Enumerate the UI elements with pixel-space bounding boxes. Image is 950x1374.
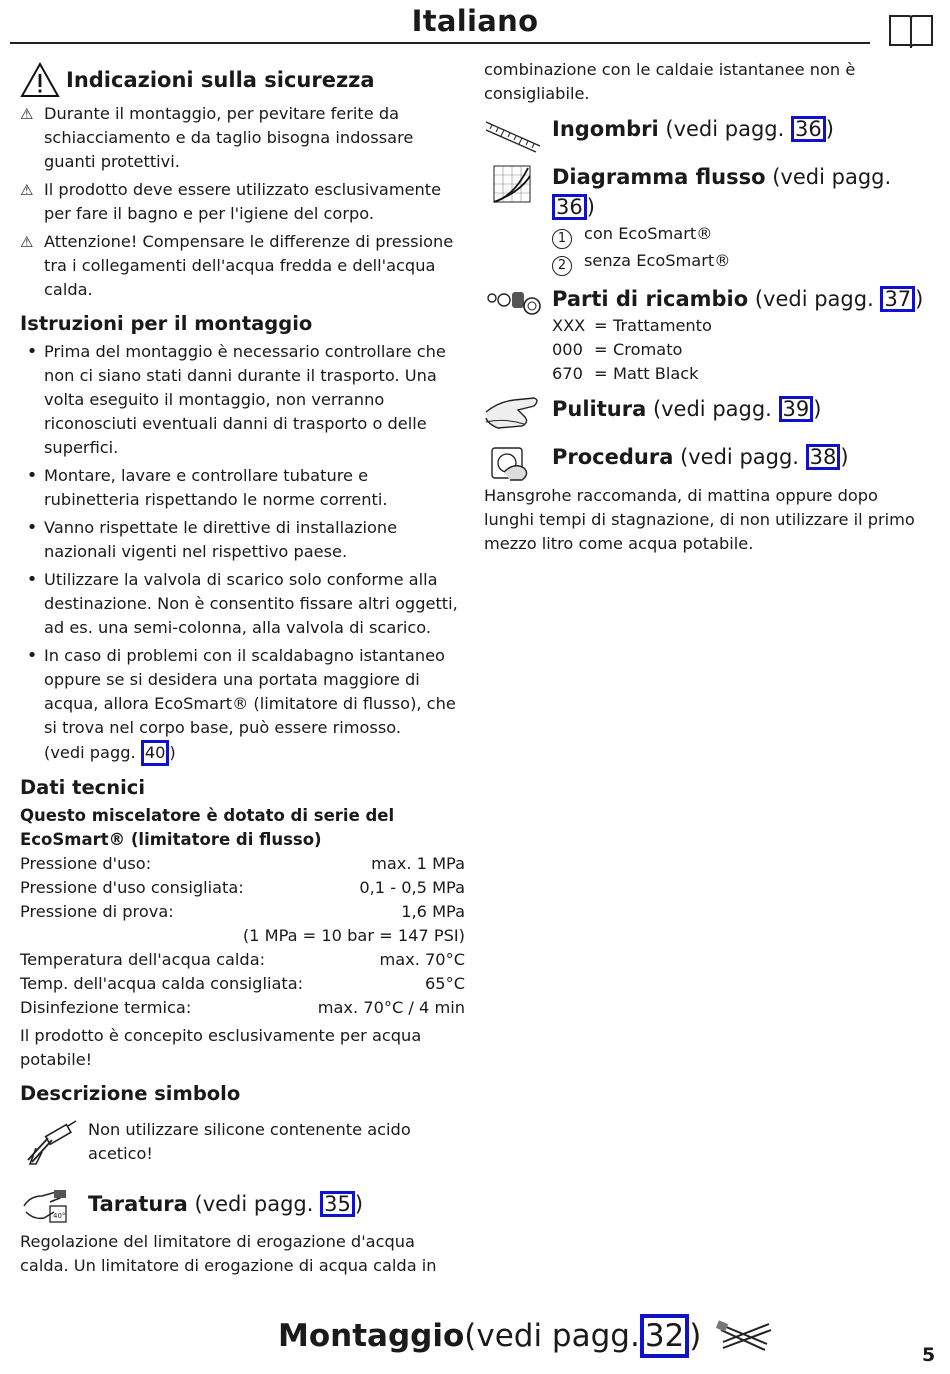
flow-chart-icon [484, 162, 552, 206]
tech-row: Pressione di prova: 1,6 MPa [20, 902, 465, 921]
header-rule [10, 42, 870, 44]
safety-item-text: Attenzione! Compensare le differenze di pressione tra i collegamenti dell'acqua fredda e dell'acqua calda. [44, 232, 454, 299]
diagramma-row: Diagramma flusso (vedi pagg. 36 ) 1 con EcoSmart® 2 senza EcoSmart® [484, 162, 929, 276]
install-item: • Prima del montaggio è necessario controllare che non ci siano stati danni durante il trasporto. Una volta eseguito il montaggio, non verranno riconosciuti eventuali danni di trasporto o delle superfici. [20, 340, 465, 460]
install-item: • Vanno rispettate le direttive di installazione nazionali vigenti nel rispettivo paese. [20, 516, 465, 564]
right-column [484, 58, 929, 556]
ingombri-title: Ingombri [552, 117, 659, 141]
book-icon [888, 14, 934, 50]
wrench-screwdriver-icon [715, 1316, 775, 1356]
ricambio-title: Parti di ricambio [552, 287, 749, 311]
tech-row: Disinfezione termica: max. 70°C / 4 min [20, 998, 465, 1017]
procedura-row: Procedura (vedi pagg. 38 ) [484, 442, 929, 482]
finish-code-row: 670 = Matt Black [552, 364, 699, 383]
finish-code-row: XXX = Trattamento [552, 316, 712, 335]
symbol-row [20, 1118, 465, 1168]
page-ref-link[interactable]: 37 [880, 286, 915, 312]
page-ref-link[interactable]: 40 [141, 740, 170, 766]
procedure-hand-icon [484, 442, 552, 482]
pulitura-row: Pulitura (vedi pagg. 39 ) [484, 394, 929, 434]
install-item: • In caso di problemi con il scaldabagno istantaneo oppure se si desidera una portata maggiore di acqua, allora EcoSmart® (limitatore di flusso), che si trova nel corpo base, può essere rimosso. (vedi pagg. 40 ) [20, 644, 465, 766]
silicone-gun-icon [20, 1118, 88, 1168]
diagramma-title: Diagramma flusso [552, 165, 766, 189]
page-ref-link[interactable]: 39 [779, 396, 814, 422]
left-column [20, 60, 465, 1278]
taratura-title: Taratura [88, 1192, 188, 1216]
hand-tool-icon [20, 1182, 88, 1226]
warning-small-icon: ⚠ [20, 105, 34, 123]
install-heading: Istruzioni per il montaggio [20, 312, 313, 335]
page-ref-link[interactable]: 32 [640, 1314, 689, 1358]
page-number: 5 [922, 1344, 936, 1366]
tech-row: Temperatura dell'acqua calda: max. 70°C [20, 950, 465, 969]
tech-footnote: Il prodotto è concepito esclusivamente per acqua potabile! [20, 1026, 422, 1069]
cleaning-hand-icon [484, 394, 552, 434]
diagram-legend-item: 1 con EcoSmart® [552, 222, 929, 249]
safety-item [20, 230, 465, 302]
tech-row: Temp. dell'acqua calda consigliata: 65°C [20, 974, 465, 993]
warning-icon [20, 61, 60, 99]
safety-item-text: Durante il montaggio, per pevitare ferite da schiacciamento e da taglio bisogna indossare guanti protettivi. [44, 104, 414, 171]
install-item-text: Utilizzare la valvola di scarico solo conforme alla destinazione. Non è consentito fissare altri oggetti, ad es. una semi-colonna, alla valvola di scarico. [44, 570, 458, 637]
page-ref-link[interactable]: 38 [806, 444, 841, 470]
continuation-text: combinazione con le caldaie istantanee non è consigliabile. [484, 60, 856, 103]
diagram-legend-item: 2 senza EcoSmart® [552, 249, 929, 276]
ref-label: (vedi pagg. [44, 743, 141, 762]
safety-item [20, 178, 465, 226]
footer-montaggio: Montaggio (vedi pagg. 32 ) [278, 1314, 775, 1358]
page-ref-link[interactable]: 36 [552, 194, 587, 220]
ricambio-row: Parti di ricambio (vedi pagg. 37 ) XXX = Trattamento 000 = Cromato 670 = Matt Black [484, 284, 929, 386]
page-title: Italiano [411, 4, 539, 38]
safety-title: Indicazioni sulla sicurezza [66, 68, 375, 92]
install-item-text: Prima del montaggio è necessario controllare che non ci siano stati danni durante il trasporto. Una volta eseguito il montaggio, non verranno riconosciuti eventuali danni di trasporto o delle superfici. [44, 342, 446, 457]
symbol-text: Non utilizzare silicone contenente acido acetico! [88, 1120, 411, 1163]
install-item: • Utilizzare la valvola di scarico solo conforme alla destinazione. Non è consentito fissare altri oggetti, ad es. una semi-colonna, alla valvola di scarico. [20, 568, 465, 640]
page-ref-link[interactable]: 35 [320, 1191, 355, 1217]
hansgrohe-note: Hansgrohe raccomanda, di mattina oppure dopo lunghi tempi di stagnazione, di non utilizzare il primo mezzo litro come acqua potabile. [484, 486, 915, 553]
finish-code-row: 000 = Cromato [552, 340, 683, 359]
safety-item [20, 102, 465, 174]
page-ref-link[interactable]: 36 [791, 116, 826, 142]
install-item-text: In caso di problemi con il scaldabagno istantaneo oppure se si desidera una portata maggiore di acqua, allora EcoSmart® (limitatore di flusso), che si trova nel corpo base, può essere rimosso. [44, 646, 456, 737]
taratura-row: 40° Taratura (vedi pagg. 35 ) [20, 1182, 465, 1226]
footer-title: Montaggio [278, 1318, 465, 1354]
install-item-text: Vanno rispettate le direttive di installazione nazionali vigenti nel rispettivo paese. [44, 518, 398, 561]
spare-parts-icon [484, 284, 552, 324]
procedura-title: Procedura [552, 445, 674, 469]
svg-text:40°: 40° [53, 1212, 66, 1220]
taratura-text: Regolazione del limitatore di erogazione d'acqua calda. Un limitatore di erogazione di acqua calda in [20, 1232, 437, 1275]
tech-subtitle: Questo miscelatore è dotato di serie del EcoSmart® (limitatore di flusso) [20, 806, 395, 849]
warning-small-icon: ⚠ [20, 181, 34, 199]
install-item-text: Montare, lavare e controllare tubature e rubinetteria rispettando le norme correnti. [44, 466, 388, 509]
tech-row: Pressione d'uso consigliata: 0,1 - 0,5 MPa [20, 878, 465, 897]
tech-note: (1 MPa = 10 bar = 147 PSI) [242, 926, 465, 945]
symbol-heading: Descrizione simbolo [20, 1082, 241, 1105]
ruler-icon [484, 114, 552, 154]
ingombri-row: Ingombri (vedi pagg. 36 ) [484, 114, 929, 154]
pulitura-title: Pulitura [552, 397, 647, 421]
tech-heading: Dati tecnici [20, 776, 146, 799]
safety-item-text: Il prodotto deve essere utilizzato esclusivamente per fare il bagno e per l'igiene del corpo. [44, 180, 442, 223]
tech-row: Pressione d'uso: max. 1 MPa [20, 854, 465, 873]
safety-heading [20, 60, 465, 100]
install-item: • Montare, lavare e controllare tubature e rubinetteria rispettando le norme correnti. [20, 464, 465, 512]
warning-small-icon: ⚠ [20, 233, 34, 251]
